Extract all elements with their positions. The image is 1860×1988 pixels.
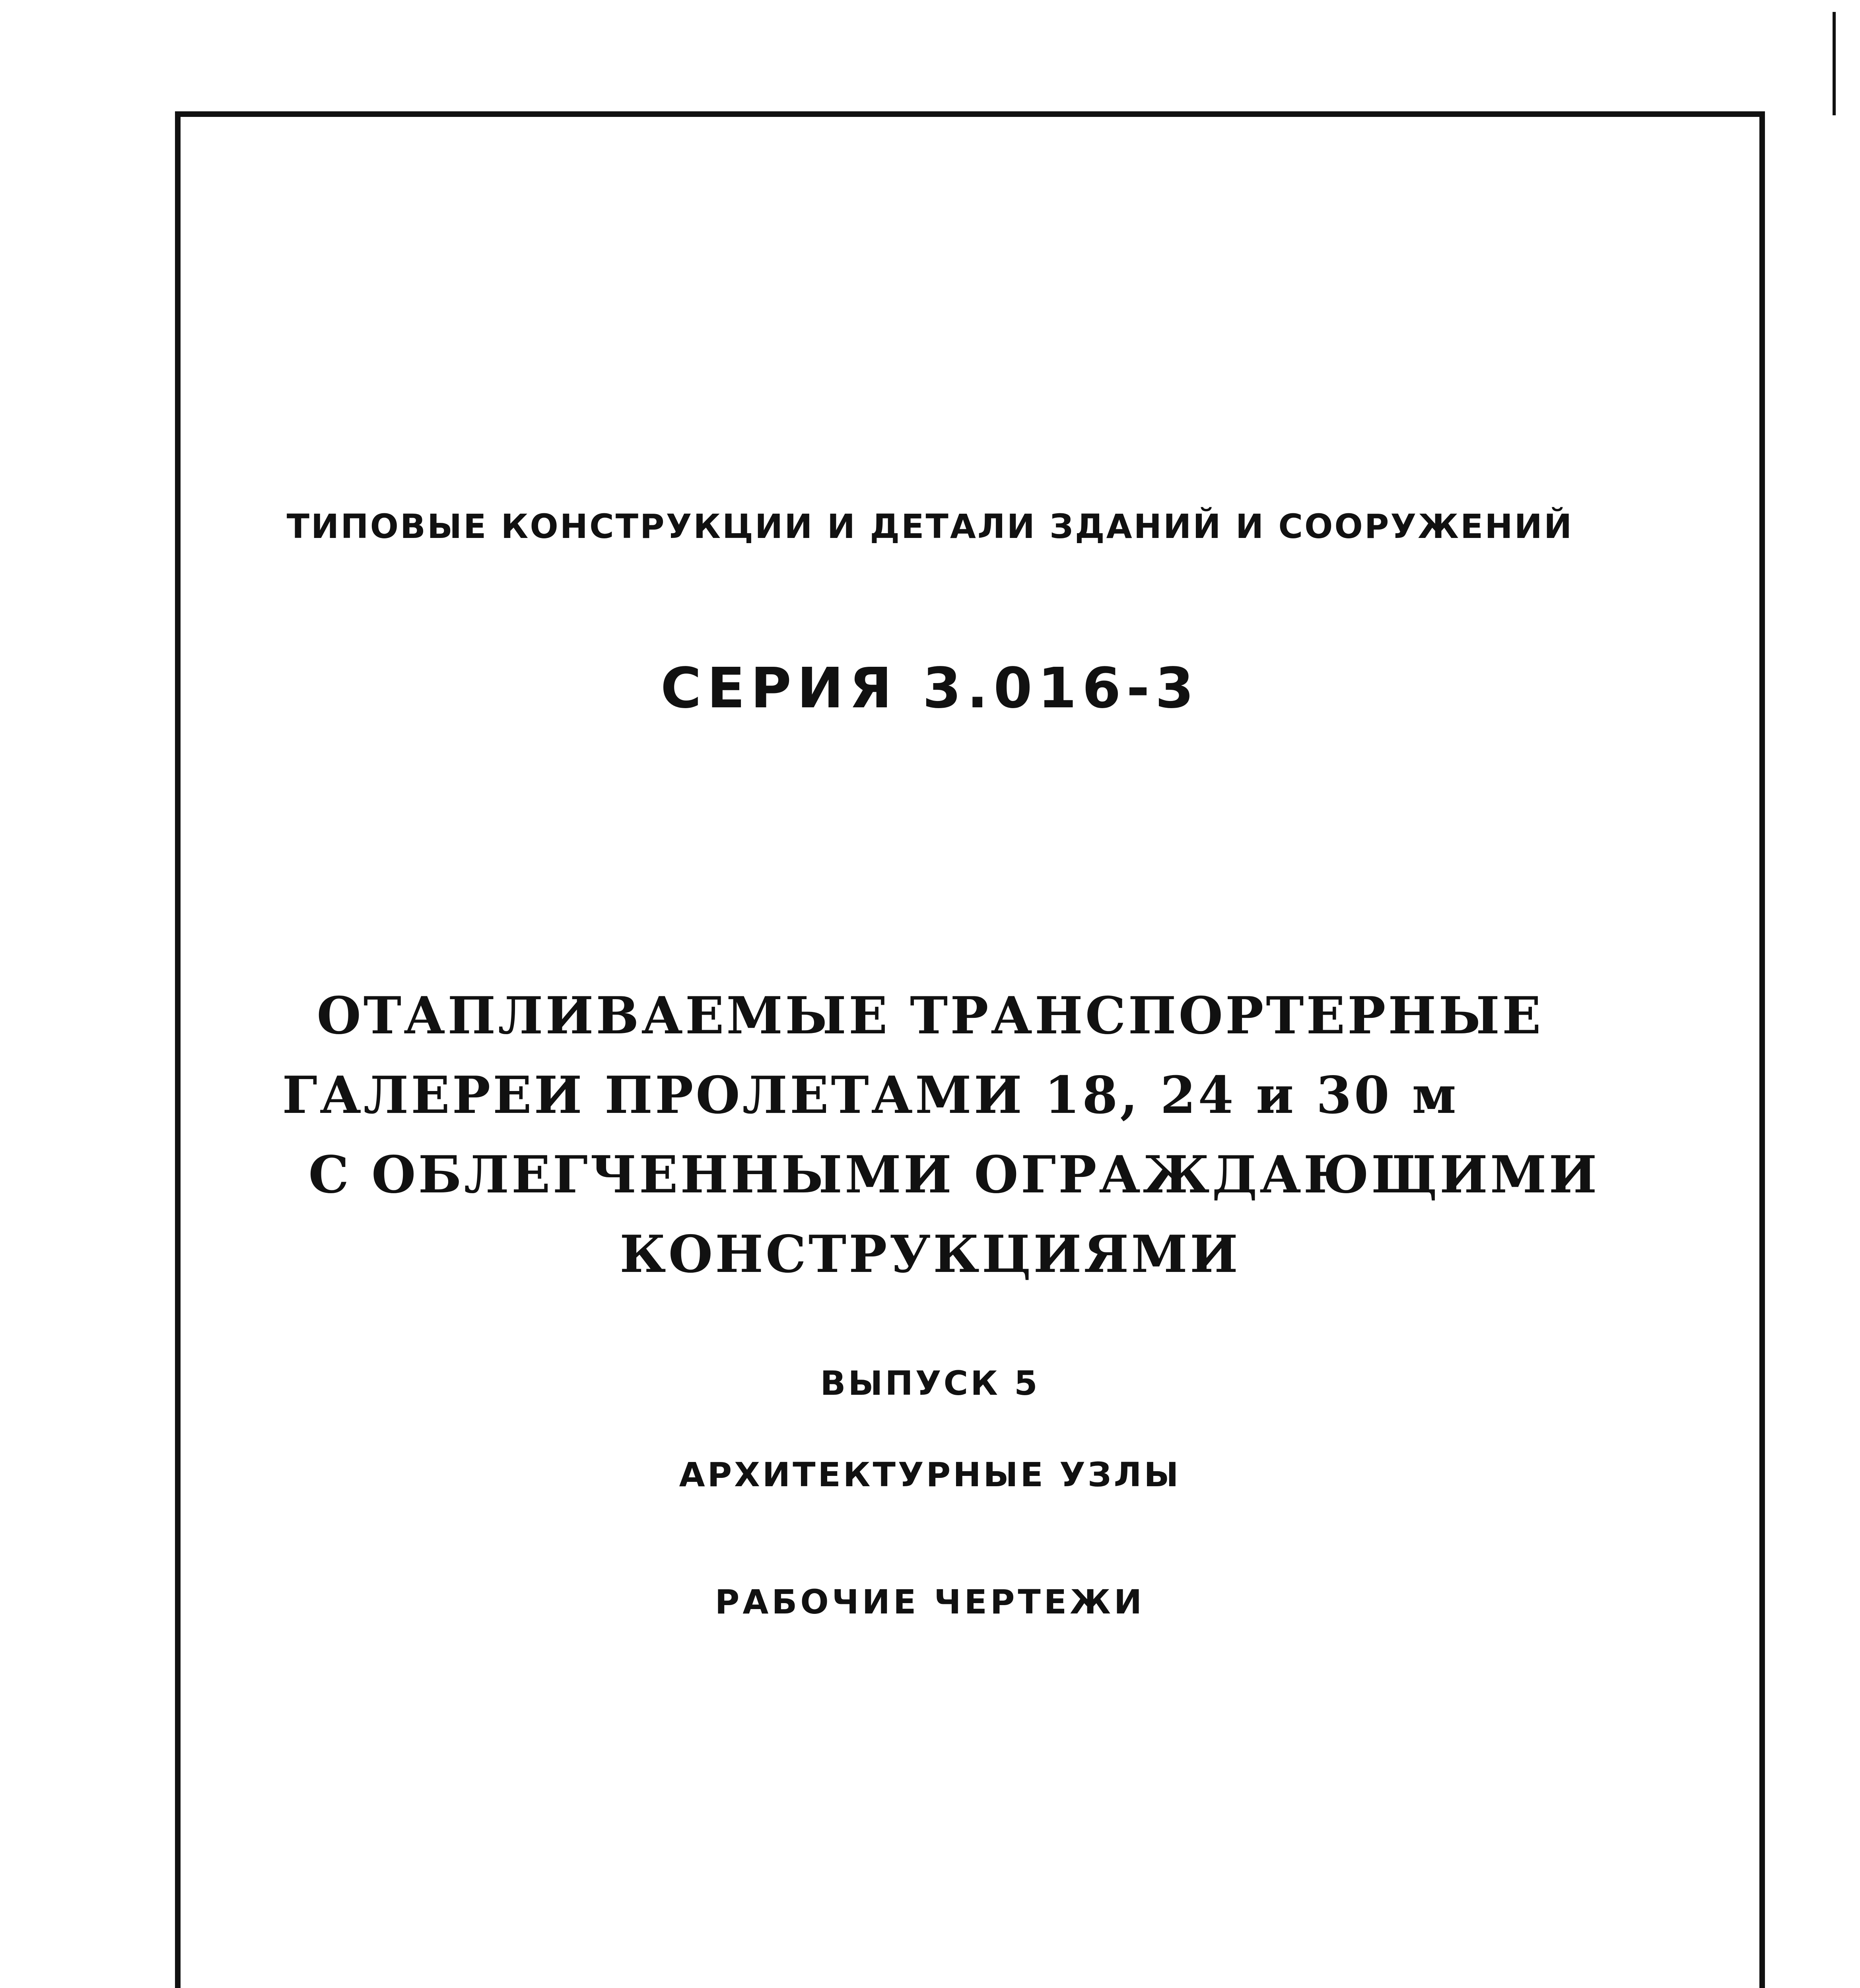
series-number: СЕРИЯ 3.016-3 xyxy=(660,656,1200,721)
document-type: РАБОЧИЕ ЧЕРТЕЖИ xyxy=(715,1582,1145,1621)
issue-number: ВЫПУСК 5 xyxy=(820,1364,1040,1403)
page-frame xyxy=(175,111,1765,1988)
issue-subject: АРХИТЕКТУРНЫЕ УЗЛЫ xyxy=(679,1455,1181,1494)
title-line-3: С ОБЛЕГЧЕННЫМИ ОГРАЖДАЮЩИМИ xyxy=(308,1145,1600,1205)
title-line-4: КОНСТРУКЦИЯМИ xyxy=(620,1225,1240,1284)
series-group-heading: ТИПОВЫЕ КОНСТРУКЦИИ И ДЕТАЛИ ЗДАНИЙ И СООРУЖЕНИЙ xyxy=(286,507,1574,546)
title-line-1: ОТАПЛИВАЕМЫЕ ТРАНСПОРТЕРНЫЕ xyxy=(317,986,1543,1046)
scan-edge-mark xyxy=(1833,12,1836,115)
title-line-2: ГАЛЕРЕИ ПРОЛЕТАМИ 18, 24 и 30 м xyxy=(282,1066,1459,1125)
